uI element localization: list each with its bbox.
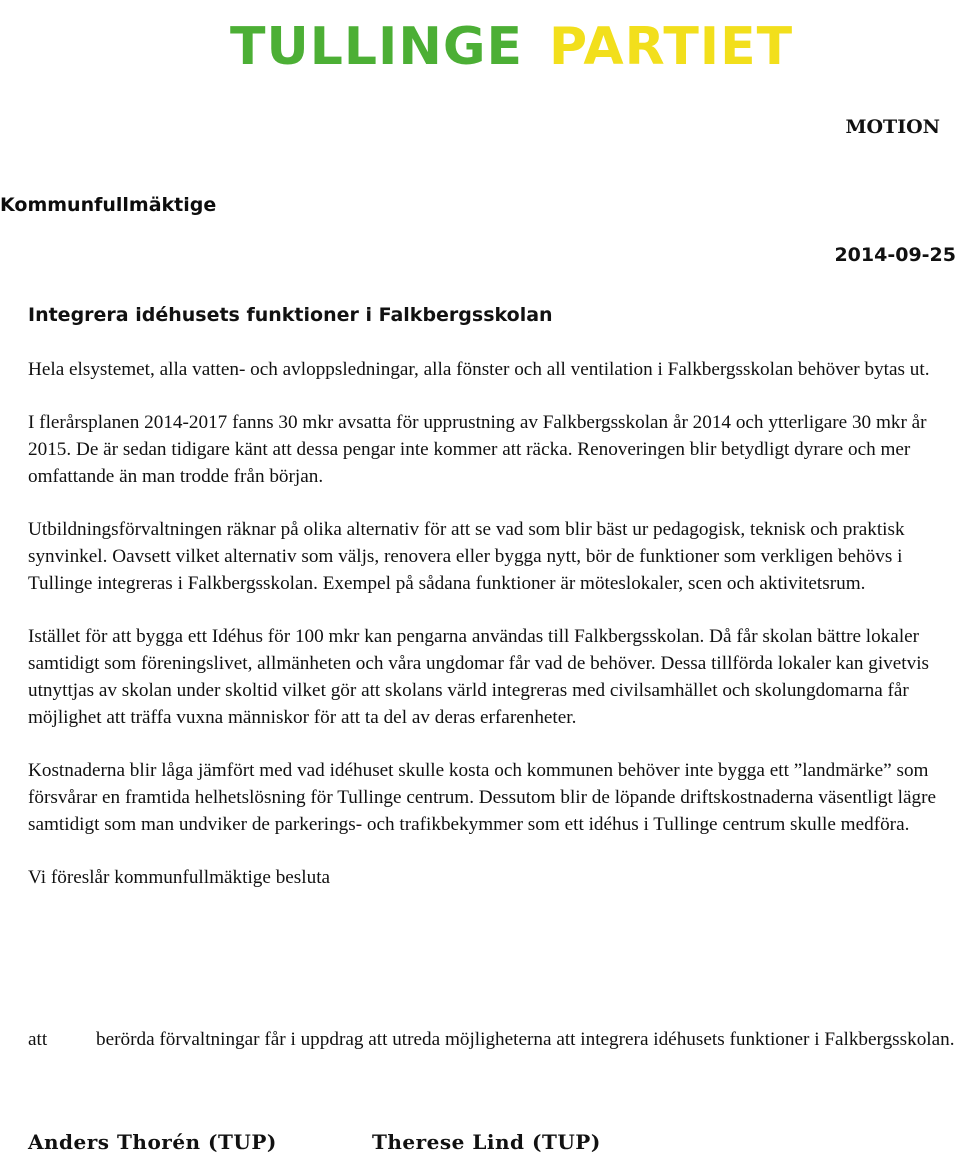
motion-body <box>28 356 958 917</box>
party-logo <box>230 6 794 88</box>
recipient: Kommunfullmäktige <box>0 194 217 216</box>
paragraph: Istället för att bygga ett Idéhus för 100 mkr kan pengarna användas till Falkbergsskolan. Då får skolan bättre lokaler samtidigt som föreningslivet, allmänheten och våra ungdomar får vad de behöver. Dessa tillförda lokaler kan givetvis utnyttjas av skolan under skoltid vilket gör att skolans värld integreras med civilsamhället och skolungdomarna får möjlighet att träffa vuxna människor för att ta del av deras erfarenheter. <box>28 626 930 728</box>
paragraph: I flerårsplanen 2014-2017 fanns 30 mkr avsatta för upprustning av Falkbergsskolan år 2014 och ytterligare 30 mkr år 2015. De är sedan tidigare känt att dessa pengar inte kommer att räcka. Renoveringen blir betydligt dyrare och mer omfattande än man trodde från början. <box>28 412 927 487</box>
document-date: 2014-09-25 <box>834 244 956 266</box>
proposal-intro: Vi föreslår kommunfullmäktige besluta <box>28 867 331 888</box>
proposal-text: berörda förvaltningar får i uppdrag att utreda möjligheterna att integrera idéhusets funktioner i Falkbergsskolan. <box>96 1029 955 1050</box>
paragraph: Hela elsystemet, alla vatten- och avloppsledningar, alla fönster och all ventilation i Falkbergsskolan behöver bytas ut. <box>28 359 930 380</box>
logo-word-tullinge: TULLINGE <box>230 17 524 77</box>
paragraph: Utbildningsförvaltningen räknar på olika alternativ för att se vad som blir bäst ur pedagogisk, teknisk och praktisk synvinkel. Oavsett vilket alternativ som väljs, renovera eller bygga nytt, bör de funktioner som verkligen behövs i Tullinge integreras i Falkbergsskolan. Exempel på sådana funktioner är möteslokaler, scen och aktivitetsrum. <box>28 519 905 594</box>
subject-title: Integrera idéhusets funktioner i Falkbergsskolan <box>28 304 553 326</box>
signature-1: Anders Thorén (TUP) <box>28 1130 277 1154</box>
logo-word-partiet: PARTIET <box>549 17 794 77</box>
document-type: MOTION <box>845 116 940 138</box>
paragraph: Kostnaderna blir låga jämfört med vad idéhuset skulle kosta och kommunen behöver inte bygga ett ”landmärke” som försvårar en framtida helhetslösning för Tullinge centrum. Dessutom blir de löpande driftskostnaderna väsentligt lägre samtidigt som man undviker de parkerings- och trafikbekymmer som ett idéhus i Tullinge centrum skulle medföra. <box>28 760 936 835</box>
proposal-keyword: att <box>28 1029 48 1050</box>
signature-2: Therese Lind (TUP) <box>372 1130 601 1154</box>
